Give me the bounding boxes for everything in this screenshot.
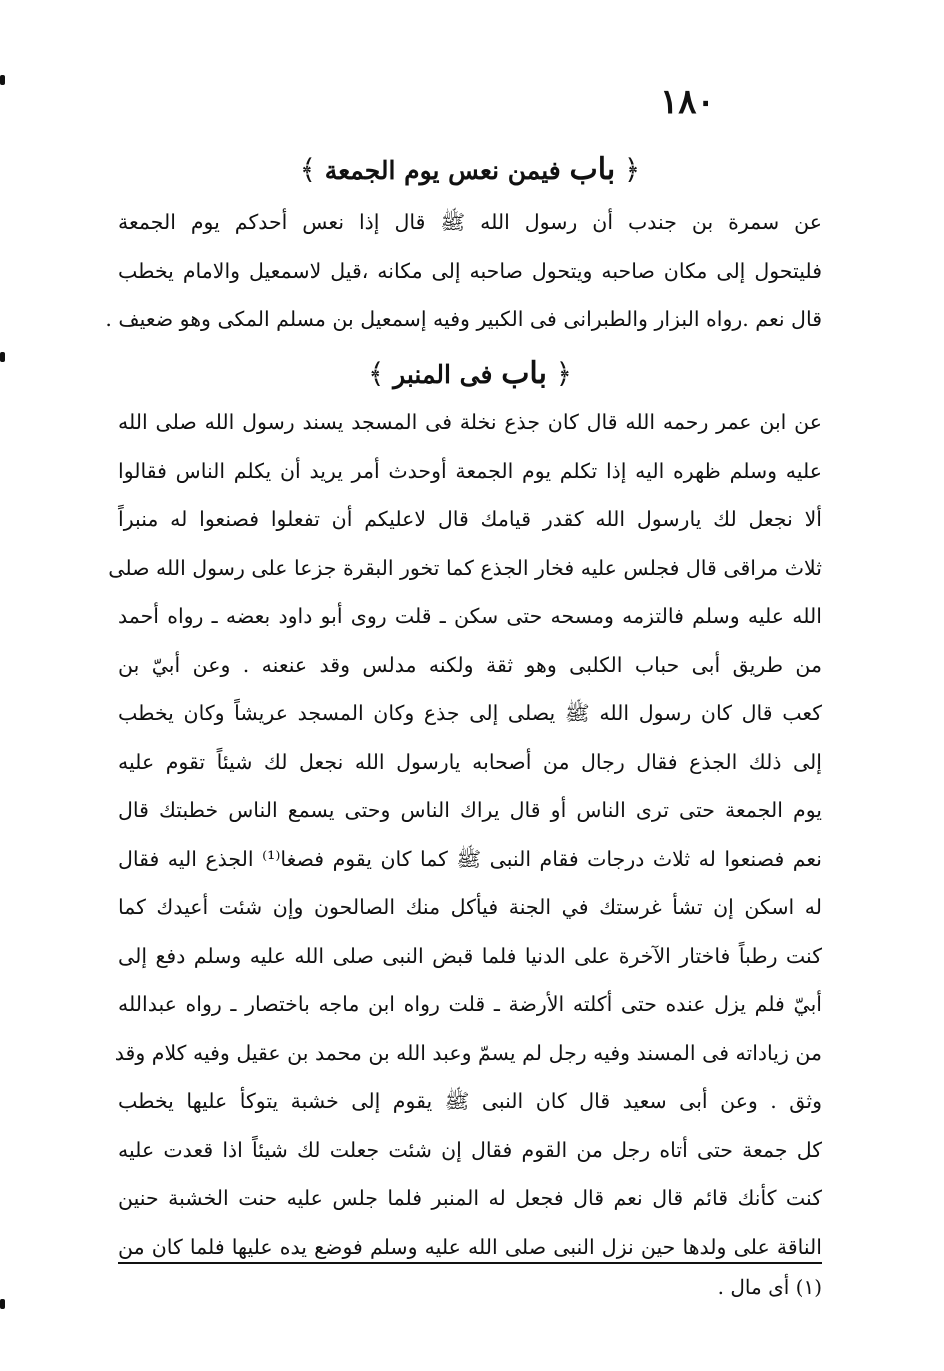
text-line: كل جمعة حتى أتاه رجل من القوم فقال إن شئت جعلت لك شيئاً اذا قعدت عليه — [118, 1137, 822, 1162]
section-heading-minbar — [120, 354, 820, 395]
text-line: قال نعم .رواه البزار والطبرانى فى الكبير وفيه إسمعيل بن مسلم المكى وهو ضعيف . — [105, 307, 822, 331]
text-line: إلى ذلك الجذع فقال رجال من أصحابه يارسول الله نجعل لك شيئاً تقوم عليه — [118, 749, 822, 774]
text-line: نعم فصنعوا له ثلاث درجات فقام النبى ﷺ كما كان يقوم فصغا⁽¹⁾ الجذع اليه فقال — [118, 846, 822, 871]
scan-mark — [0, 352, 5, 362]
text-line: الناقة على ولدها حين نزل النبى صلى الله عليه وسلم فوضع يده عليها فلما كان من — [118, 1234, 822, 1259]
text-line: الله عليه وسلم فالتزمه ومسحه حتى سكن ـ قلت روى أبو داود بعضه ـ رواه أحمد — [118, 604, 822, 628]
heading-close-bracket: ﴾ — [299, 153, 317, 186]
text-line: عن ابن عمر رحمه الله قال كان جذع نخلة فى المسجد يسند رسول الله صلى الله — [118, 410, 822, 434]
section-body-nodding — [105, 198, 822, 344]
text-line: كنت رطباً فاختار الآخرة على الدنيا فلما قبض النبى صلى الله عليه وسلم دفع إلى — [118, 943, 822, 968]
text-line: فليتحول إلى مكان صاحبه ويتحول صاحبه إلى مكانه ،قيل لاسمعيل والامام يخطب — [118, 258, 822, 283]
text-line: عن سمرة بن جندب أن رسول الله ﷺ قال إذا نعس أحدكم يوم الجمعة — [118, 210, 822, 234]
footnote: (١) أى مال . — [717, 1275, 822, 1299]
text-line: ألا نجعل لك يارسول الله كقدر قيامك قال لاعليكم أن تفعلوا فصنعوا له منبراً — [118, 507, 822, 531]
heading-open-bracket: ﴿ — [555, 357, 573, 390]
page-number: ١٨٠ — [660, 82, 715, 122]
text-line: كعب قال كان رسول الله ﷺ يصلى إلى جذع وكان المسجد عريشاً وكان يخطب — [118, 701, 822, 725]
text-line: كنت كأنك قائم قال نعم قال فجعل له المنبر فلما جلس عليه حنت الخشبة حنين — [118, 1186, 822, 1210]
text-line: وثق . وعن أبى سعيد قال كان النبى ﷺ يقوم إلى خشبة يتوكأ عليها يخطب — [118, 1089, 822, 1113]
scan-mark — [0, 75, 5, 85]
text-line: يوم الجمعة حتى ترى الناس أو قال يراك الناس وحتى يسمع الناس خطبتك قال — [118, 798, 822, 822]
text-line: له اسكن إن تشأ غرستك في الجنة فيأكل منك الصالحون وإن شئت أعيدك كما — [118, 895, 822, 919]
footnote-divider — [118, 1262, 822, 1264]
text-line: عليه وسلم ظهره اليه إذا تكلم يوم الجمعة أوحدث أمر يريد أن يكلم الناس فقالوا — [118, 458, 822, 483]
heading-bab: باب — [569, 152, 616, 187]
text-line: ثلاث مراقى قال فجلس عليه فخار الجذع كما تخور البقرة جزعا على رسول الله صلى — [108, 555, 822, 580]
text-line: من طريق أبى حباب الكلبى وهو ثقة ولكنه مدلس وقد عنعنه . وعن أبيّ بن — [118, 652, 822, 677]
text-line: من زياداته فى المسند وفيه رجل لم يسمّ وعبد الله بن محمد بن عقيل وفيه كلام وقد — [114, 1040, 822, 1065]
heading-title: فى المنبر — [393, 360, 493, 389]
section-body-minbar — [108, 398, 822, 1271]
scan-mark — [0, 1299, 5, 1309]
heading-bab: باب — [501, 356, 547, 391]
heading-title: فيمن نعس يوم الجمعة — [324, 156, 561, 185]
text-line: أبيّ فلم يزل عنده حتى أكلته الأرضة ـ قلت رواه ابن ماجه باختصار ـ رواه عبدالله — [118, 992, 822, 1016]
heading-open-bracket: ﴿ — [623, 153, 641, 186]
heading-close-bracket: ﴾ — [367, 357, 385, 390]
section-heading-nodding — [120, 150, 820, 191]
